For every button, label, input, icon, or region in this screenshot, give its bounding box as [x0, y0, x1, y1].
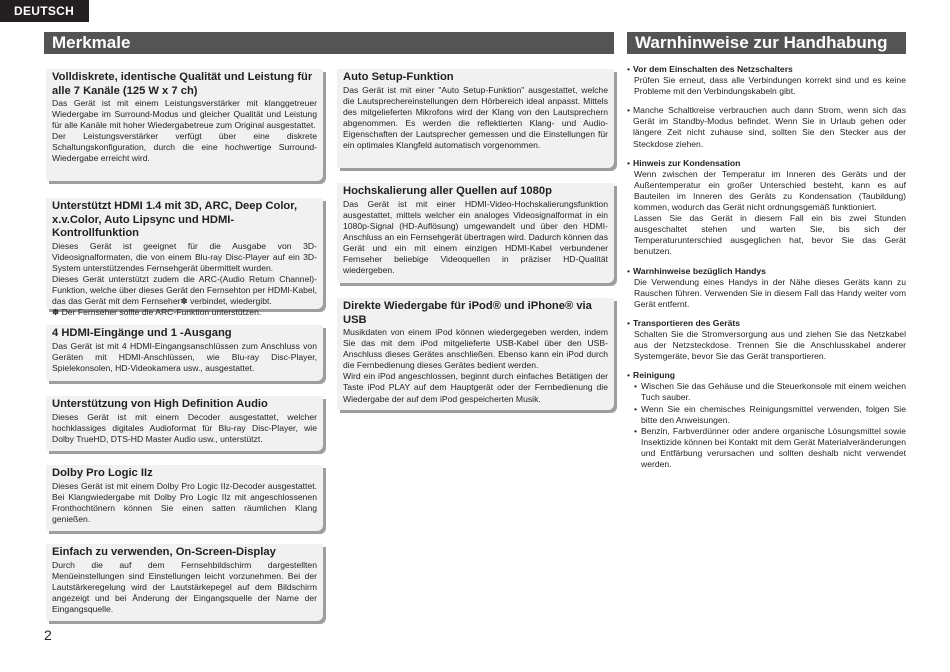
warn-subitem: • Benzin, Farbverdünner oder andere organische Lösungsmittel sowie Insektizide können bei Kontakt mit dem Gerät Materialveränderungen und Entfärbung verursachen und sollten deshalb nicht verwendet werden. [634, 425, 906, 469]
feature-body: Das Gerät ist mit einer "Auto Setup-Funktion" ausgestattet, welche die Lautsprechereinstellungen dem Hörbereich ideal anpasst. Mittels des mitgelieferten Mikrofons wird der Klang von den Lautsprechern abgenommen. Es werden die reflektierten Klang- und Audio-Eigenschaften der Lautsprecher gemessen und die Einstellungen für ein optimales Klangfeld automatisch vorgenommen. [343, 84, 608, 150]
feature-box [337, 69, 614, 168]
feature-title: Hochskalierung aller Quellen auf 1080p [343, 185, 552, 197]
bullet: • [627, 157, 631, 168]
warn-subitem-text: Wenn Sie ein chemisches Reinigungsmittel verwenden, folgen Sie bitte den Anweisungen. [641, 403, 906, 425]
warn-subitem: • Wenn Sie ein chemisches Reinigungsmittel verwenden, folgen Sie bitte den Anweisungen. [634, 403, 906, 425]
bullet: • [627, 370, 631, 381]
feature-title: Unterstützt HDMI 1.4 mit 3D, ARC, Deep Color, x.v.Color, Auto Lipsync und HDMI-Kontrollfunktion [52, 200, 298, 239]
warn-heading: Warnhinweise bezüglich Handys [633, 265, 766, 276]
feature-body: Das Gerät ist mit einer HDMI-Video-Hochskalierungsfunktion ausgestattet, mittels welcher ein analoges Videosignalformat in ein 1080p-Signal (HD-Auflösung) umgewandelt und über den HDMI-Anschluss an ein Fernsehgerät übertragen wird. Dadurch können das Gerät und ein mit einem einzigen HDMI-Kabel verbundener Fernseher beliebige Videoquellen in präziser HD-Qualität wiedergeben. [343, 198, 608, 276]
warn-item [627, 318, 906, 362]
warn-body: Manche Schaltkreise verbrauchen auch dann Strom, wenn sich das Gerät im Standby-Modus befindet. Wenn Sie in Urlaub gehen oder längere Zeit nicht zuhause sind, sollten Sie den Stecker aus der Steckdose ziehen. [633, 105, 906, 149]
feature-title: Einfach zu verwenden, On-Screen-Display [52, 546, 276, 558]
bullet: • [627, 105, 631, 116]
feature-box [46, 465, 323, 531]
feature-box [46, 198, 323, 318]
merkmale-title: Merkmale [44, 32, 614, 54]
page-number: 2 [44, 627, 52, 643]
warn-subitem-text: Wischen Sie das Gehäuse und die Steuerkonsole mit einem weichen Tuch sauber. [641, 381, 906, 403]
bullet: • [627, 317, 631, 328]
feature-body: Dieses Gerät ist mit einem Decoder ausgestattet, welcher hochklassiges digitales Audioformat für Blu-ray Disc-Player, wie Dolby TrueHD, DTS-HD Master Audio usw., unterstützt. [52, 411, 317, 444]
warnhinweise-title: Warnhinweise zur Handhabung [627, 32, 906, 54]
feature-title: Dolby Pro Logic IIz [52, 467, 153, 479]
feature-title: 4 HDMI-Eingänge und 1 -Ausgang [52, 327, 232, 339]
feature-body: Das Gerät ist mit einem Leistungsverstärker mit klanggetreuer Wiedergabe im Surround-Modus und gleicher Qualität und Leistung für alle Kanäle mit hoher Wiedergabetreue zum Original ausgestattet. Der Leistungsverstärker verfügt über eine diskrete Schaltungskonfiguration, durch die eine hochwertige Surround-Wiedergabe erreicht wird. [52, 98, 317, 164]
warn-heading: Hinweis zur Kondensation [633, 157, 741, 168]
feature-box [46, 69, 323, 181]
feature-box [337, 183, 614, 283]
warn-body: Schalten Sie die Stromversorgung aus und ziehen Sie das Netzkabel aus der Netzsteckdose. Trennen Sie die Anschlusskabel anderer Systemgeräte, bevor Sie das Gerät transportieren. [634, 328, 906, 362]
warn-body: Die Verwendung eines Handys in der Nähe dieses Geräts kann zu Rauschen führen. Verwenden Sie in diesem Fall das Handy weiter vom Gerät entfernt. [634, 276, 906, 309]
warn-body: Prüfen Sie erneut, dass alle Verbindungen korrekt sind und es keine Probleme mit den Verbindungskabeln gibt. [634, 75, 906, 97]
warnhinweise-list [627, 64, 906, 478]
bullet: • [627, 64, 631, 74]
feature-body: Durch die auf dem Fernsehbildschirm dargestellten Menüeinstellungen sind Einstellungen leicht vorzunehmen. Bei der Lautstärkeregelung wird der Lautstärkepegel auf dem Bildschirm angezeigt und bei Änderung der Eingangsquelle der Name der Eingangsquelle. [52, 559, 317, 614]
warn-item [627, 105, 906, 149]
feature-title: Unterstützung von High Definition Audio [52, 398, 268, 410]
warn-item [627, 266, 906, 310]
feature-body: Das Gerät ist mit 4 HDMI-Eingangsanschlüssen zum Anschluss von Geräten mit HDMI-Anschlüssen, wie Blu-ray Disc-Player, Spielekonsolen, HD-Videokamera usw., ausgestattet. [52, 340, 317, 373]
warn-item [627, 370, 906, 470]
warn-heading: Transportieren des Geräts [633, 317, 740, 328]
warn-item [627, 64, 906, 97]
warn-item [627, 158, 906, 258]
feature-title: Volldiskrete, identische Qualität und Leistung für alle 7 Kanäle (125 W x 7 ch) [52, 71, 313, 97]
feature-title: Auto Setup-Funktion [343, 71, 454, 83]
warn-heading: Reinigung [633, 370, 676, 381]
feature-body: Musikdaten von einem iPod können wiedergegeben werden, indem Sie das mit dem iPod mitgelieferte USB-Kabel über den USB-Anschluss dieses Gerätes anschließen. Ebenso kann ein iPod durch die Fernbedienung dieses Gerätes bedient werden. Wird ein iPod angeschlossen, beginnt durch einfaches Betätigen der Taste iPod PLAY auf dem Hauptgerät oder der Fernbedienung die Wiedergabe der auf dem iPod gespeicherten Musik. [343, 327, 608, 404]
warn-subitem-text: Benzin, Farbverdünner oder andere organische Lösungsmittel sowie Insektizide können bei Kontakt mit dem Gerät Materialveränderungen und Entfärbung verursachen und sollten deshalb nicht verwendet werden. [641, 425, 906, 469]
warn-body: Wenn zwischen der Temperatur im Inneren des Geräts und der Außentemperatur ein großer Unterschied besteht, kann es auf Bauteilen im Inneren des Geräts zu Kondensation (Taubildung) kommen, wodurch das Gerät nicht ordnungsgemäß funktioniert. Lassen Sie das Gerät in diesem Fall ein bis zwei Stunden ausgeschaltet stehen und warten Sie, bis sich der Temperaturunterschied ausgeglichen hat, bevor Sie das Gerät benutzen. [634, 168, 906, 257]
bullet: • [627, 265, 631, 276]
warn-subitem: • Wischen Sie das Gehäuse und die Steuerkonsole mit einem weichen Tuch sauber. [634, 381, 906, 403]
warn-heading: Vor dem Einschalten des Netzschalters [633, 64, 793, 74]
feature-box [46, 396, 323, 451]
feature-box [46, 544, 323, 621]
feature-box [337, 298, 614, 410]
feature-body: Dieses Gerät ist geeignet für die Ausgabe von 3D-Videosignalformaten, die von einem Blu-ray Disc-Player auf ein 3D-System unterstützendes Fernsehgerät übermittelt wurden. Dieses Gerät unterstützt zudem die ARC-(Audio Return Channel)-Funktion, welche über dieses Gerät den Fernsehton per HDMI-Kabel, das das Gerät mit dem Fernseher✽ verbindet, wiedergibt. ✽ Der Fernseher sollte die ARC-Funktion unterstützen. [52, 240, 317, 318]
feature-box [46, 325, 323, 381]
language-tab: DEUTSCH [0, 0, 89, 22]
feature-body: Dieses Gerät ist mit einem Dolby Pro Logic IIz-Decoder ausgestattet. Bei Klangwiedergabe mit Dolby Pro Logic IIz mit angeschlossenen Fronthochtönern können Sie einen satten räumlichen Klang genießen. [52, 480, 317, 524]
feature-title: Direkte Wiedergabe für iPod® und iPhone® via USB [343, 300, 592, 326]
